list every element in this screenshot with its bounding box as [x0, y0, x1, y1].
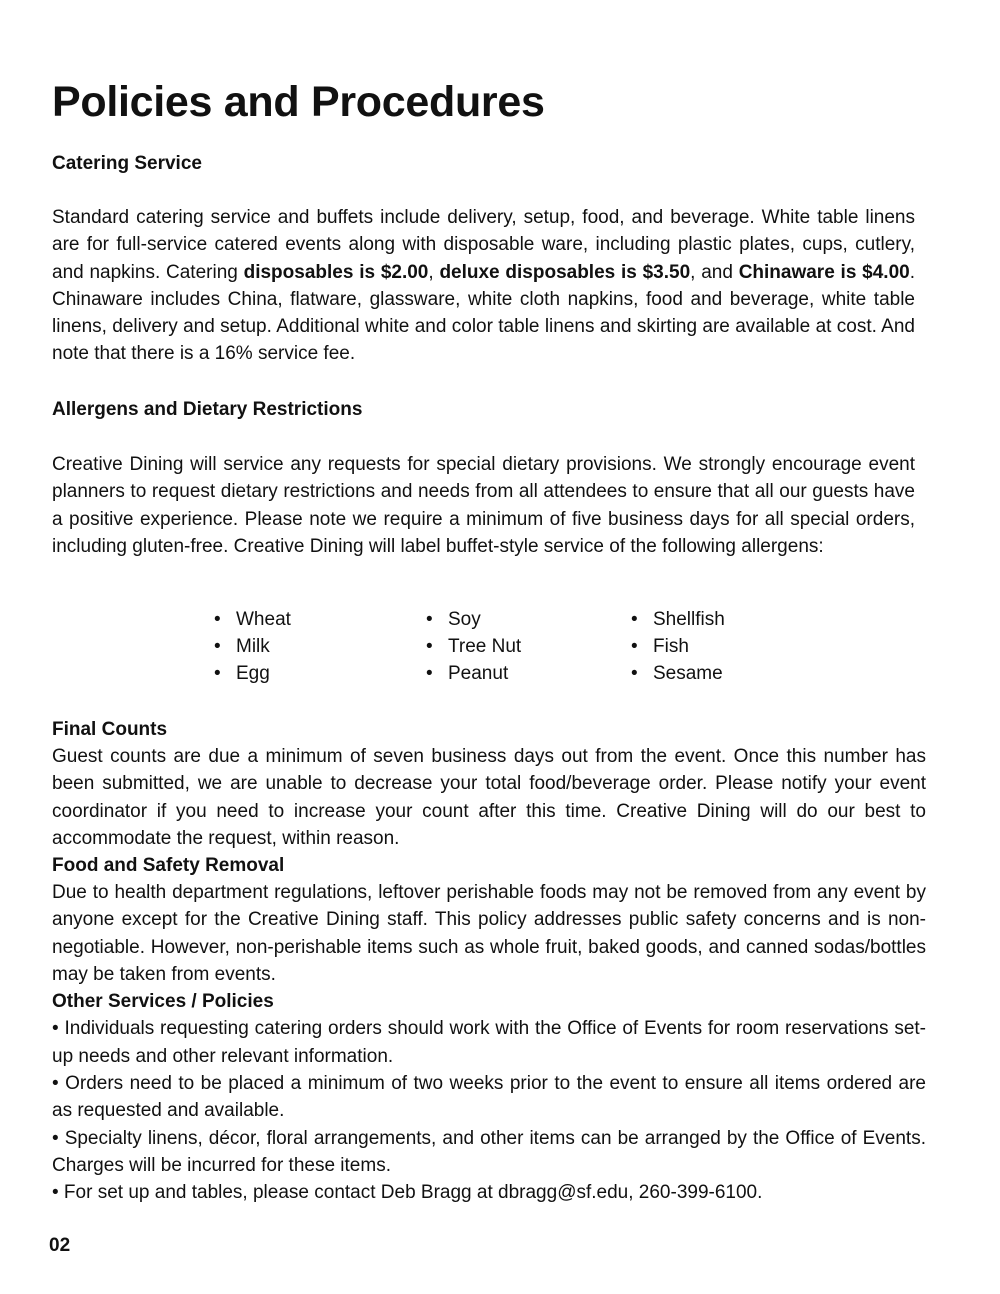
allergen-label: Fish	[653, 636, 689, 657]
allergen-column-3	[631, 606, 725, 687]
final-counts-heading: Final Counts	[52, 719, 168, 740]
bullet: •	[426, 609, 433, 630]
allergen-label: Soy	[448, 609, 481, 630]
bullet: •	[214, 663, 221, 684]
allergen-item	[426, 606, 521, 633]
catering-paragraph	[52, 204, 915, 368]
catering-section	[52, 150, 915, 177]
deluxe-disposables-price: deluxe disposables is $3.50	[439, 261, 691, 283]
catering-sep-1: ,	[428, 261, 440, 283]
allergen-item	[214, 633, 291, 660]
food-safety-heading: Food and Safety Removal	[52, 855, 285, 877]
allergen-item	[631, 660, 725, 687]
lower-sections	[52, 716, 926, 1206]
bullet: •	[426, 636, 433, 657]
allergen-list	[0, 606, 1000, 696]
allergen-label: Tree Nut	[448, 636, 522, 657]
allergens-section	[52, 396, 915, 423]
catering-text-2: . Chinaware includes China, flatware, glassware, white cloth napkins, food and beverage, white table linens, delivery and setup. Additional white and color table linens and skirting are available at cost. And note that there is a 16% service fee.	[52, 261, 915, 365]
allergen-column-2	[426, 606, 521, 687]
other-policies-heading: Other Services / Policies	[52, 991, 274, 1013]
food-safety-paragraph: Due to health department regulations, leftover perishable foods may not be removed from any event by anyone except for the Creative Dining staff. This policy addresses public safety concerns and is non-negotiable. However, non-perishable items such as whole fruit, baked goods, and canned sodas/bottles may be taken from events.	[52, 882, 926, 986]
final-counts-paragraph: Guest counts are due a minimum of seven business days out from the event. Once this number has been submitted, we are unable to decrease your total food/beverage order. Please notify your event coordinator if you need to increase your count after this time. Creative Dining will do our best to accommodate the request, within reason.	[52, 746, 926, 849]
catering-heading: Catering Service	[52, 153, 202, 174]
allergen-label: Egg	[236, 663, 270, 684]
allergen-item	[426, 633, 521, 660]
bullet: •	[631, 609, 638, 630]
page-title: Policies and Procedures	[52, 78, 545, 126]
allergen-label: Milk	[236, 636, 270, 657]
allergens-heading: Allergens and Dietary Restrictions	[52, 399, 363, 420]
other-policy-item: • Individuals requesting catering orders should work with the Office of Events for room reservations set-up needs and other relevant information.	[52, 1018, 926, 1067]
allergens-body	[52, 451, 915, 560]
allergen-label: Peanut	[448, 663, 509, 684]
other-policy-item: • Orders need to be placed a minimum of two weeks prior to the event to ensure all items ordered are as requested and available.	[52, 1072, 926, 1122]
bullet: •	[426, 663, 433, 684]
bullet: •	[214, 636, 221, 657]
allergen-item	[426, 660, 521, 687]
allergen-item	[214, 606, 291, 633]
catering-body	[52, 204, 915, 368]
other-policy-item: • Specialty linens, décor, floral arrangements, and other items can be arranged by the Office of Events. Charges will be incurred for these items.	[52, 1127, 926, 1176]
other-policy-item: • For set up and tables, please contact Deb Bragg at dbragg@sf.edu, 260-399-6100.	[52, 1182, 763, 1204]
allergen-label: Shellfish	[653, 609, 725, 630]
catering-sep-2: , and	[690, 261, 739, 283]
allergen-item	[631, 606, 725, 633]
bullet: •	[214, 609, 221, 630]
allergen-label: Sesame	[653, 663, 723, 684]
allergen-item	[631, 633, 725, 660]
disposables-price: disposables is $2.00	[243, 261, 429, 283]
allergen-label: Wheat	[236, 609, 291, 630]
page-number: 02	[49, 1235, 71, 1256]
catering-text-1: Standard catering service and buffets include delivery, setup, food, and beverage. White table linens are for full-service catered events along with disposable ware, including plastic plates, cups, cutlery, and napkins. Catering	[52, 207, 915, 283]
allergen-column-1	[214, 606, 291, 687]
bullet: •	[631, 663, 638, 684]
allergens-paragraph: Creative Dining will service any requests for special dietary provisions. We strongly encourage event planners to request dietary restrictions and needs from all attendees to ensure that all our guests have a positive experience. Please note we require a minimum of five business days for all special orders, including gluten-free. Creative Dining will label buffet-style service of the following allergens:	[52, 454, 915, 557]
bullet: •	[631, 636, 638, 657]
allergen-item	[214, 660, 291, 687]
chinaware-price: Chinaware is $4.00	[738, 261, 910, 283]
